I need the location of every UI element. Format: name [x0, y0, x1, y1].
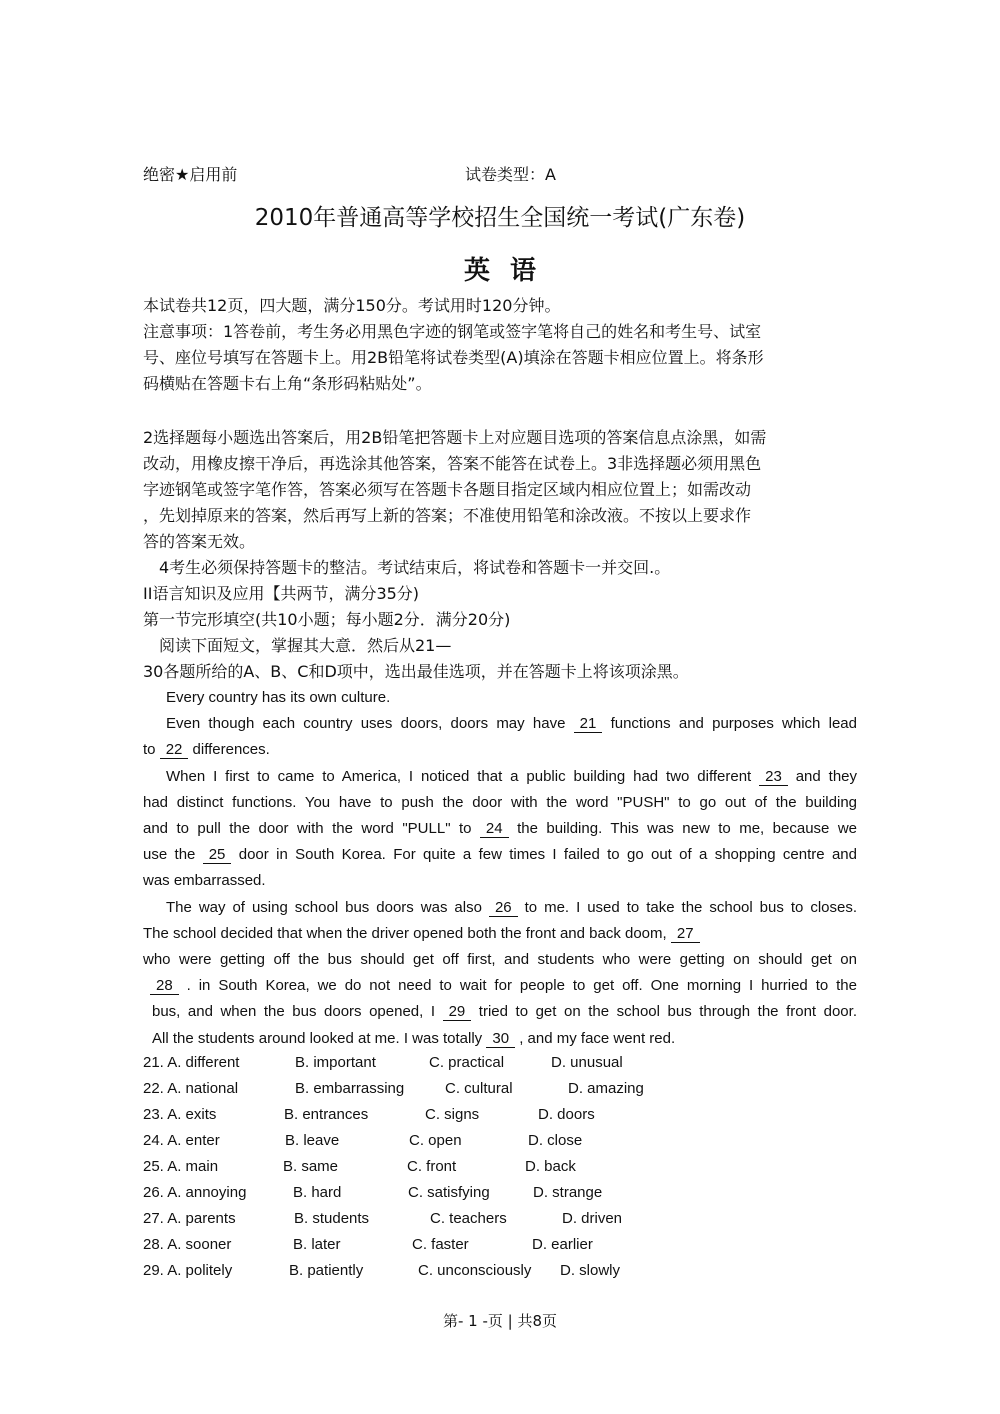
option-a: 29. A. politely	[143, 1262, 233, 1279]
note1-line: 码横贴在答题卡右上角“条形码粘贴处”。	[143, 374, 432, 393]
blank-21: 21	[574, 715, 603, 733]
option-a: 28. A. sooner	[143, 1236, 232, 1253]
blank-24: 24	[480, 820, 509, 838]
option-a: 27. A. parents	[143, 1210, 236, 1227]
blank-23: 23	[759, 768, 788, 786]
option-c: C. satisfying	[408, 1184, 490, 1201]
note1-line: 号、座位号填写在答题卡上。用2B铅笔将试卷类型(A)填涂在答题卡相应位置上。将条形	[143, 348, 764, 367]
passage-line: All the students around looked at me. I was totally 30 , and my face went red.	[152, 1029, 676, 1047]
passage-line: The way of using school bus doors was also 26 to me. I used to take the school bus to closes.	[166, 898, 858, 916]
option-b: B. important	[295, 1054, 376, 1071]
option-b: B. same	[283, 1158, 339, 1175]
option-d: D. slowly	[560, 1262, 621, 1279]
option-d: D. close	[528, 1132, 583, 1149]
blank-25: 25	[203, 846, 232, 864]
note2-line: 字迹钢笔或签字笔作答，答案必须写在答题卡各题目指定区域内相应位置上；如需改动	[143, 480, 752, 499]
option-a: 25. A. main	[143, 1158, 219, 1175]
option-a: 21. A. different	[143, 1054, 240, 1071]
option-a: 22. A. national	[143, 1080, 239, 1097]
passage-line: bus, and when the bus doors opened, I 29 tried to get on the school bus through the front door.	[152, 1003, 857, 1021]
passage-line: to 22 differences.	[143, 741, 270, 759]
passage-line: Every country has its own culture.	[166, 689, 391, 706]
option-b: B. hard	[293, 1184, 342, 1201]
note2-line: ，先划掉原来的答案，然后再写上新的答案；不准使用铅笔和涂改液。不按以上要求作	[143, 506, 752, 525]
passage-line: The school decided that when the driver opened both the front and back doom, 27	[143, 921, 857, 947]
section-instruction: 阅读下面短文，掌握其大意．然后从21—	[159, 636, 452, 655]
option-a: 23. A. exits	[143, 1106, 217, 1123]
option-c: C. front	[407, 1158, 457, 1175]
instructions-block	[143, 293, 857, 397]
option-b: B. embarrassing	[295, 1080, 405, 1097]
exam-title: 2010年普通高等学校招生全国统一考试(广东卷)	[254, 205, 746, 231]
instructions-block-2	[143, 425, 857, 685]
section-instruction: 30各题所给的A、B、C和D项中，选出最佳选项，并在答题卡上将该项涂黑。	[143, 662, 689, 681]
intro-line: 本试卷共12页，四大题，满分150分。考试用时120分钟。	[143, 296, 561, 315]
blank-27: 27	[671, 925, 700, 943]
passage-line: and to pull the door with the word "PULL" to 24 the building. This was new to me, because we	[143, 820, 857, 838]
passage-line: use the 25 door in South Korea. For quite a few times I failed to go out of a shopping centre and	[143, 846, 857, 864]
option-d: D. unusual	[551, 1054, 623, 1071]
blank-26: 26	[489, 899, 518, 917]
subject-title: 英语	[463, 256, 556, 286]
option-c: C. faster	[412, 1236, 469, 1253]
option-c: C. open	[409, 1132, 462, 1149]
note2-line: 改动，用橡皮擦干净后，再选涂其他答案，答案不能答在试卷上。3非选择题必须用黑色	[143, 454, 762, 473]
blank-29: 29	[443, 1003, 472, 1021]
section-heading: 第一节完形填空(共10小题；每小题2分．满分20分)	[143, 610, 511, 629]
passage-line: 28 . in South Korea, we do not need to wait for people to get off. One morning I hurried to the	[143, 973, 857, 999]
option-b: B. students	[294, 1210, 370, 1227]
note4-line: 4考生必须保持答题卡的整洁。考试结束后，将试卷和答题卡一并交回.。	[159, 558, 671, 577]
blank-22: 22	[160, 741, 189, 759]
option-b: B. patiently	[289, 1262, 364, 1279]
option-d: D. amazing	[568, 1080, 644, 1097]
note1-line: 注意事项：1答卷前，考生务必用黑色字迹的钢笔或签字笔将自己的姓名和考生号、试室	[143, 322, 762, 341]
passage-line: was embarrassed.	[143, 872, 266, 890]
option-c: C. signs	[425, 1106, 480, 1123]
passage-line: Even though each country uses doors, doors may have 21 functions and purposes which lead	[166, 715, 857, 733]
passage-line: who were getting off the bus should get off first, and students who were getting on should get on	[143, 951, 857, 969]
option-d: D. strange	[533, 1184, 603, 1201]
option-b: B. later	[293, 1236, 341, 1253]
option-a: 26. A. annoying	[143, 1184, 247, 1201]
note2-line: 答的答案无效。	[143, 532, 256, 551]
option-c: C. cultural	[445, 1080, 513, 1097]
option-c: C. unconsciously	[418, 1262, 532, 1279]
blank-28: 28	[150, 977, 179, 995]
option-a: 24. A. enter	[143, 1132, 220, 1149]
paper-type-label: 试卷类型：A	[465, 165, 556, 184]
option-c: C. practical	[429, 1054, 505, 1071]
option-b: B. leave	[285, 1132, 340, 1149]
section-part: II语言知识及应用【共两节，满分35分)	[143, 584, 420, 603]
passage-line: When I first to came to America, I noticed that a public building had two different 23 and they	[166, 767, 858, 785]
passage-line: had distinct functions. You have to push the door with the word "PUSH" to go out of the building	[143, 793, 857, 811]
cloze-passage	[143, 685, 857, 1052]
option-b: B. entrances	[284, 1106, 369, 1123]
blank-30: 30	[486, 1030, 515, 1048]
note2-line: 2选择题每小题选出答案后，用2B铅笔把答题卡上对应题目选项的答案信息点涂黑，如需	[143, 428, 767, 447]
option-c: C. teachers	[430, 1210, 507, 1227]
option-d: D. back	[525, 1158, 576, 1175]
page-footer: 第- 1 -页 | 共8页	[442, 1312, 558, 1330]
confidential-label: 绝密★启用前	[143, 165, 238, 184]
option-d: D. driven	[562, 1210, 623, 1227]
option-d: D. earlier	[532, 1236, 593, 1253]
option-d: D. doors	[538, 1106, 595, 1123]
